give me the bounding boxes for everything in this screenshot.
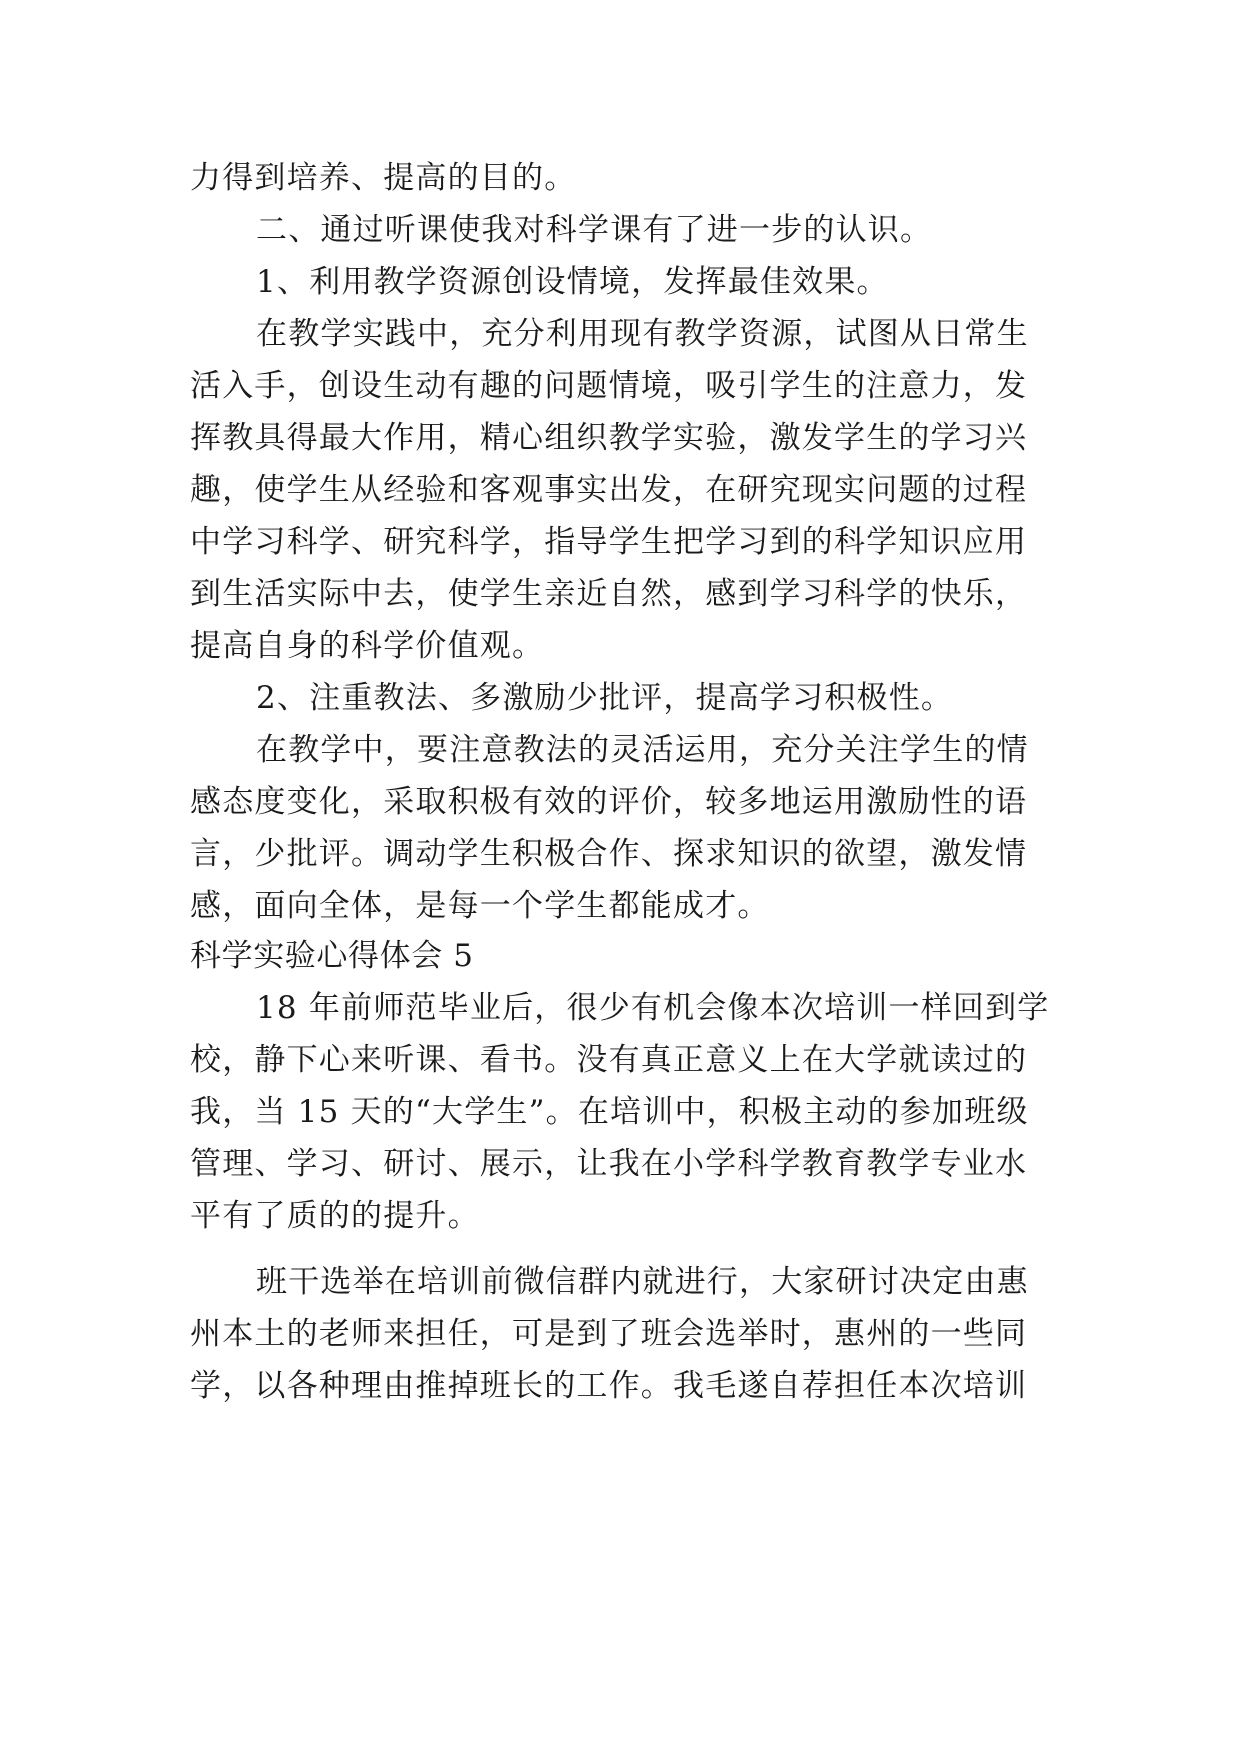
paragraph-line: 在教学实践中，充分利用现有教学资源，试图从日常生: [256, 316, 1029, 352]
paragraph-line: 中学习科学、研究科学，指导学生把学习到的科学知识应用: [190, 524, 1028, 560]
paragraph-line: 在教学中，要注意教法的灵活运用，充分关注学生的情: [256, 732, 1029, 768]
paragraph-line: 到生活实际中去，使学生亲近自然，感到学习科学的快乐，: [190, 576, 1028, 612]
subsection-heading: 1、利用教学资源创设情境，发挥最佳效果。: [256, 264, 889, 300]
paragraph-line: 趣，使学生从经验和客观事实出发，在研究现实问题的过程: [190, 472, 1028, 508]
paragraph-line: 校，静下心来听课、看书。没有真正意义上在大学就读过的: [190, 1042, 1028, 1078]
paragraph-line: 平有了质的的提升。: [190, 1198, 480, 1234]
paragraph-line: 力得到培养、提高的目的。: [190, 160, 577, 196]
section-heading: 二、通过听课使我对科学课有了进一步的认识。: [256, 212, 933, 248]
paragraph-line: 班干选举在培训前微信群内就进行，大家研讨决定由惠: [256, 1264, 1029, 1300]
subsection-heading: 2、注重教法、多激励少批评，提高学习积极性。: [256, 680, 954, 716]
paragraph-line: 言，少批评。调动学生积极合作、探求知识的欲望，激发情: [190, 836, 1028, 872]
paragraph-line: 18 年前师范毕业后，很少有机会像本次培训一样回到学: [256, 990, 1050, 1026]
paragraph-line: 州本土的老师来担任，可是到了班会选举时，惠州的一些同: [190, 1316, 1028, 1352]
paragraph-line: 挥教具得最大作用，精心组织教学实验，激发学生的学习兴: [190, 420, 1028, 456]
paragraph-line: 我，当 15 天的“大学生”。在培训中，积极主动的参加班级: [190, 1094, 1029, 1130]
paragraph-line: 提高自身的科学价值观。: [190, 628, 545, 664]
paragraph-line: 管理、学习、研讨、展示，让我在小学科学教育教学专业水: [190, 1146, 1028, 1182]
paragraph-line: 感态度变化，采取积极有效的评价，较多地运用激励性的语: [190, 784, 1028, 820]
article-title: 科学实验心得体会 5: [190, 938, 474, 974]
paragraph-line: 活入手，创设生动有趣的问题情境，吸引学生的注意力，发: [190, 368, 1028, 404]
paragraph-line: 学，以各种理由推掉班长的工作。我毛遂自荐担任本次培训: [190, 1368, 1028, 1404]
paragraph-line: 感，面向全体，是每一个学生都能成才。: [190, 888, 770, 924]
